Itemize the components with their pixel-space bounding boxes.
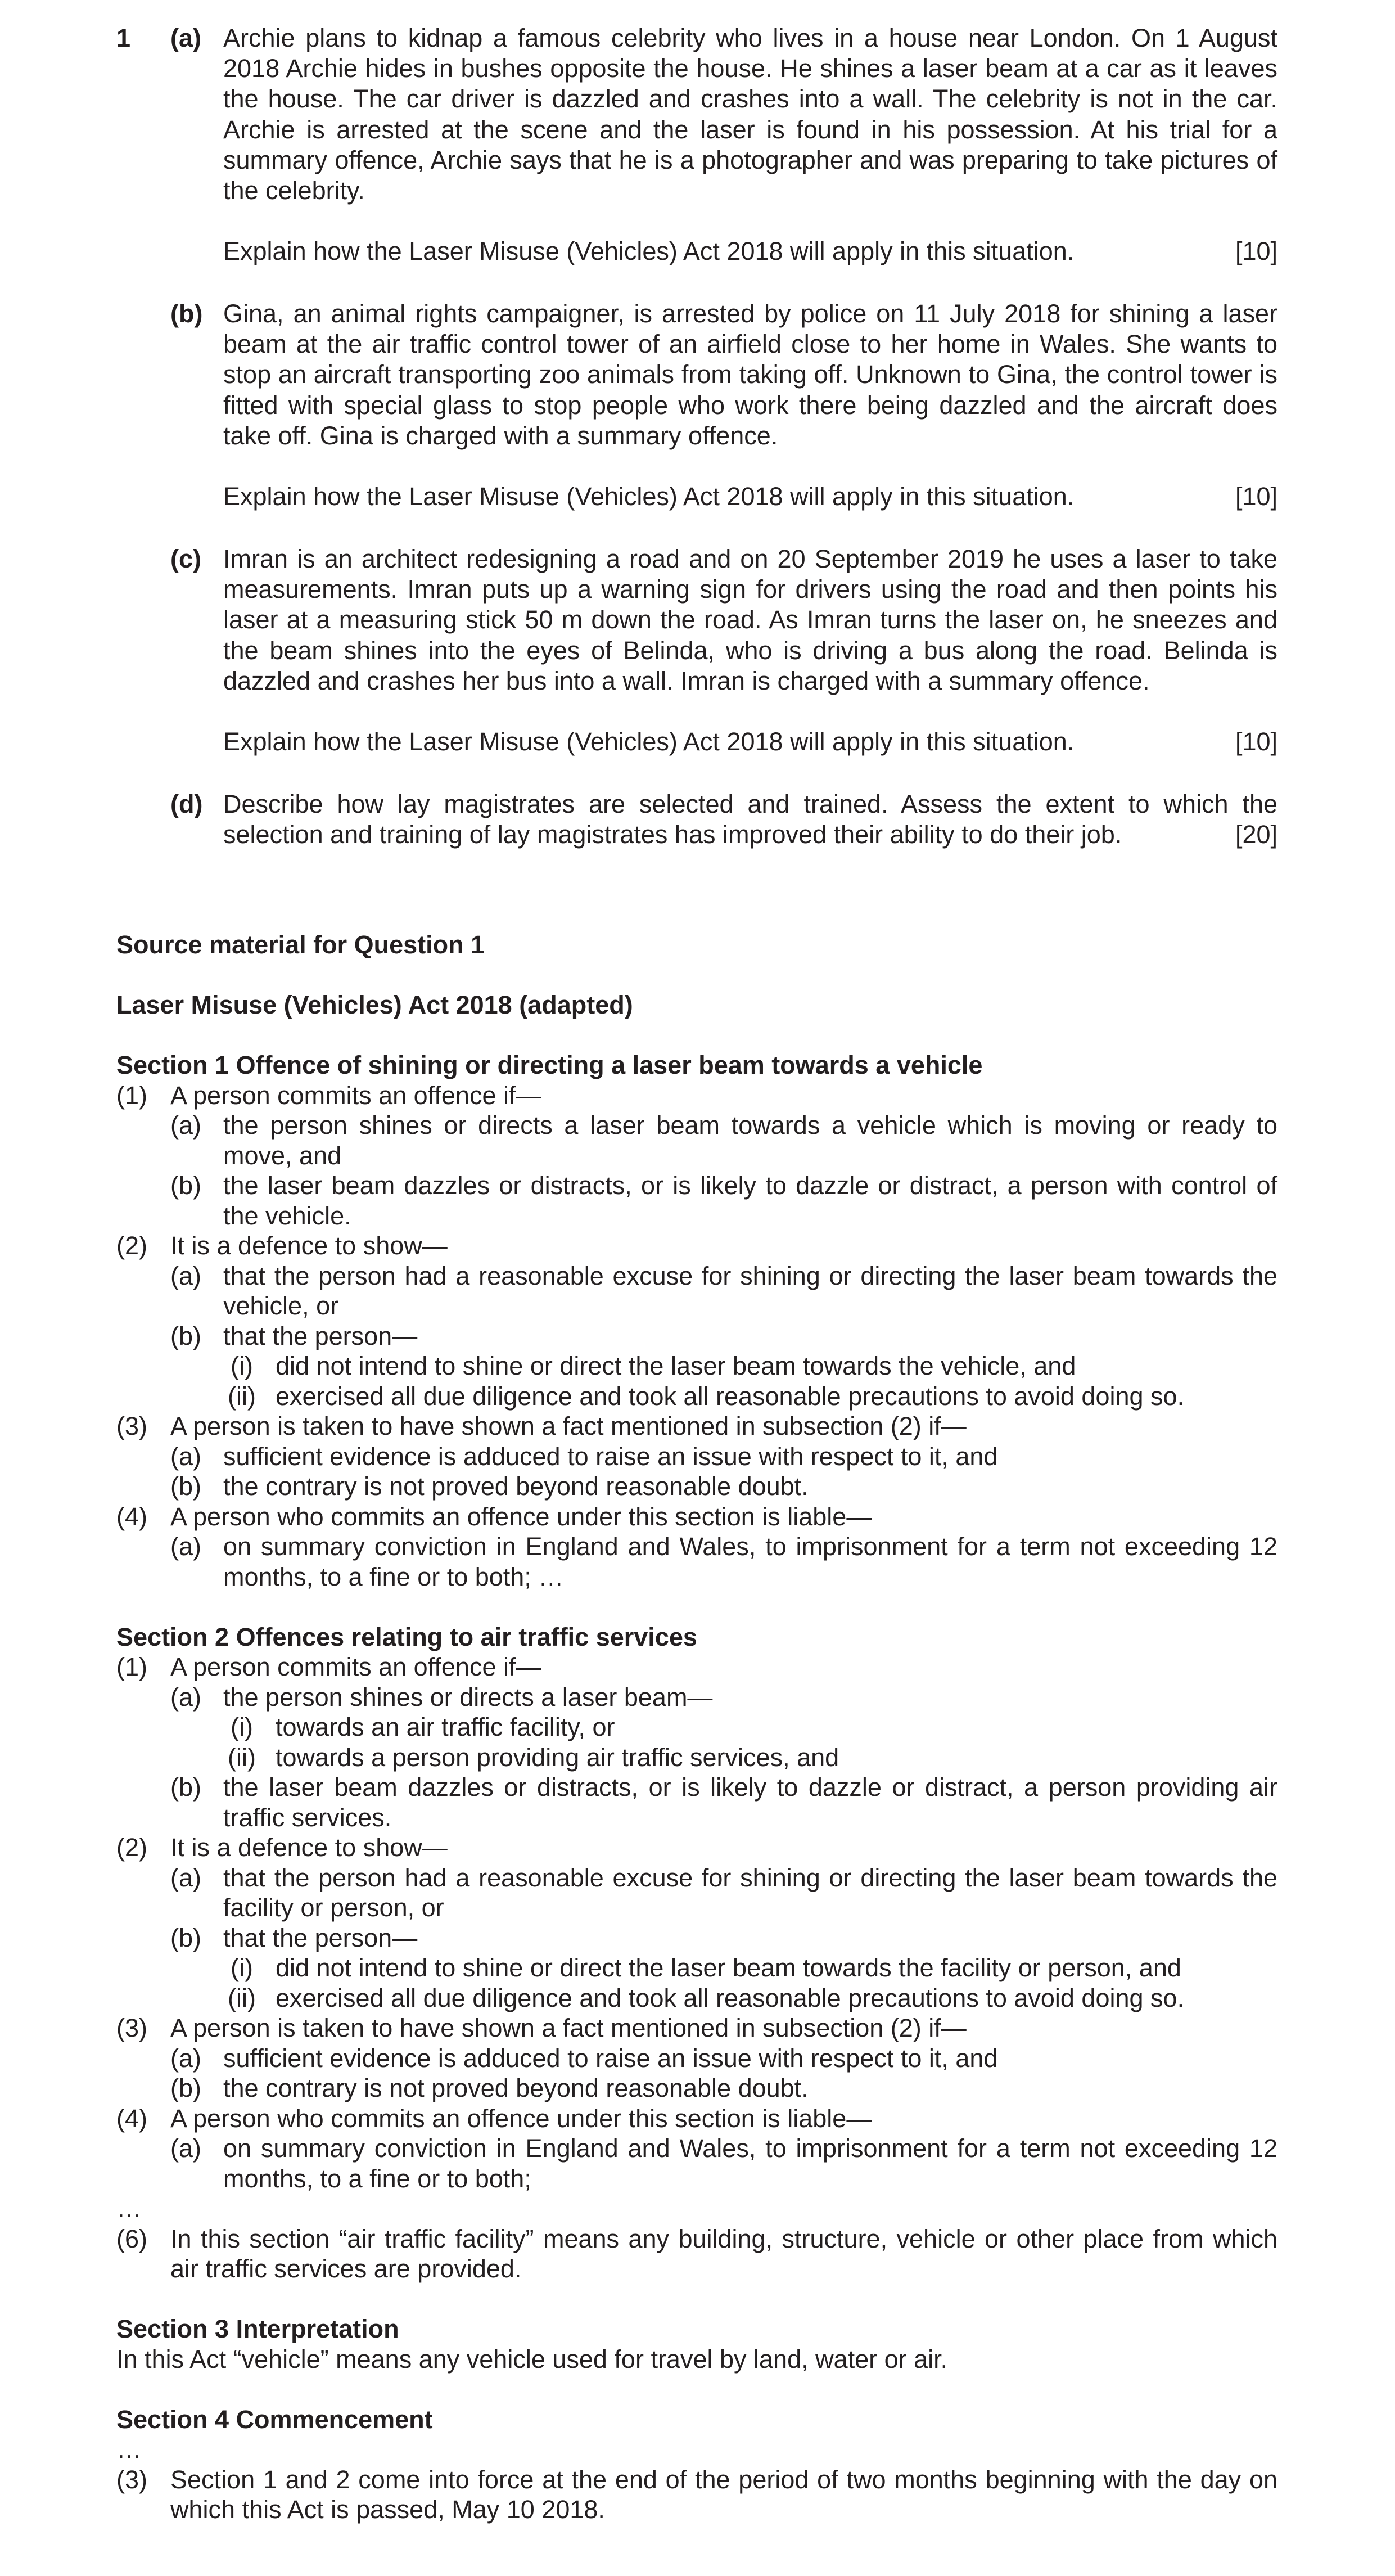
item-text: that the person— bbox=[223, 1923, 418, 1952]
part-text: Gina, an animal rights campaigner, is arrested by police on 11 July 2018 for shining a laser beam at the air traffic control tower of an airfield close to her home in Wales. She wants to stop an aircraft transporting zoo animals from taking off. Unknown to Gina, the control tower is fitted with special glass to stop people who work there being dazzled and the aircraft does take off. Gina is charged with a summary offence. bbox=[223, 299, 1277, 450]
section-heading: Section 4 Commencement bbox=[116, 2404, 433, 2434]
item-number: (1) bbox=[116, 1080, 147, 1110]
para-3b bbox=[116, 1471, 1277, 1502]
item-number: (i) bbox=[231, 1352, 253, 1380]
para-3b bbox=[116, 2073, 1277, 2104]
item-number: (3) bbox=[116, 1412, 147, 1440]
explain-text: Explain how the Laser Misuse (Vehicles) Act 2018 will apply in this situation. bbox=[223, 237, 1075, 266]
subpara-2bii bbox=[116, 1381, 1277, 1412]
subpara-2bi bbox=[116, 1953, 1277, 1983]
para-2b bbox=[116, 1321, 1277, 1352]
item-text: It is a defence to show— bbox=[170, 1833, 448, 1862]
part-text-line bbox=[223, 819, 1277, 850]
item-text: the contrary is not proved beyond reasonable doubt. bbox=[223, 2074, 809, 2102]
subpara-1aii bbox=[116, 1742, 1277, 1773]
explain-text: Explain how the Laser Misuse (Vehicles) Act 2018 will apply in this situation. bbox=[223, 482, 1075, 511]
subsection-4 bbox=[116, 2104, 1277, 2134]
item-number: (i) bbox=[231, 1953, 253, 1982]
subsection-6 bbox=[116, 2224, 1277, 2284]
para-1b bbox=[116, 1772, 1277, 1832]
question-number: 1 bbox=[116, 24, 131, 52]
item-text: did not intend to shine or direct the laser beam towards the vehicle, and bbox=[276, 1352, 1076, 1380]
act-title: Laser Misuse (Vehicles) Act 2018 (adapted) bbox=[116, 990, 633, 1019]
subsection-2 bbox=[116, 1832, 1277, 1863]
subsection-3 bbox=[116, 2465, 1277, 2525]
para-2b bbox=[116, 1923, 1277, 1953]
part-label: (b) bbox=[170, 299, 203, 328]
explain-text: Explain how the Laser Misuse (Vehicles) Act 2018 will apply in this situation. bbox=[223, 727, 1075, 756]
section-heading: Section 2 Offences relating to air traffic services bbox=[116, 1622, 697, 1651]
item-text: the laser beam dazzles or distracts, or is likely to dazzle or distract, a person with control of the vehicle. bbox=[223, 1171, 1277, 1230]
item-number: (b) bbox=[170, 2074, 201, 2102]
item-number: (a) bbox=[170, 2043, 201, 2073]
item-number: (ii) bbox=[228, 1742, 256, 1772]
item-number: (a) bbox=[170, 1442, 201, 1471]
marks: [10] bbox=[1235, 237, 1277, 266]
item-number: (a) bbox=[170, 2134, 201, 2163]
section-heading: Section 3 Interpretation bbox=[116, 2314, 399, 2343]
item-number: (6) bbox=[116, 2224, 147, 2253]
part-a bbox=[116, 23, 1277, 267]
item-number: (b) bbox=[170, 1923, 201, 1952]
subsection-1 bbox=[116, 1652, 1277, 1682]
item-number: (a) bbox=[170, 1863, 201, 1892]
para-1a bbox=[116, 1110, 1277, 1170]
para-2a bbox=[116, 1863, 1277, 1923]
subsection-4 bbox=[116, 1502, 1277, 1532]
item-text: A person is taken to have shown a fact mentioned in subsection (2) if— bbox=[170, 1412, 967, 1440]
item-text: A person who commits an offence under this section is liable— bbox=[170, 2104, 872, 2133]
item-number: (b) bbox=[170, 1171, 201, 1200]
part-text: Archie plans to kidnap a famous celebrity who lives in a house near London. On 1 August 2018 Archie hides in bushes opposite the house. He shines a laser beam at a car as it leaves the house. The car driver is dazzled and crashes into a wall. The celebrity is not in the car. Archie is arrested at the scene and the laser is found in his possession. At his trial for a summary offence, Archie says that he is a photographer and was preparing to take pictures of the celebrity. bbox=[223, 24, 1277, 205]
item-text: that the person had a reasonable excuse for shining or directing the laser beam towards the facility or person, or bbox=[223, 1863, 1277, 1922]
item-text: exercised all due diligence and took all reasonable precautions to avoid doing so. bbox=[276, 1983, 1185, 2012]
part-text: Imran is an architect redesigning a road and on 20 September 2019 he uses a laser to take measurements. Imran puts up a warning sign for drivers using the road and then points his laser at a measuring stick 50 m down the road. As Imran turns the laser on, he sneezes and the beam shines into the eyes of Belinda, who is driving a bus along the road. Belinda is dazzled and crashes her bus into a wall. Imran is charged with a summary offence. bbox=[223, 544, 1277, 695]
subpara-1ai bbox=[116, 1712, 1277, 1742]
part-b bbox=[116, 299, 1277, 512]
section-1 bbox=[116, 1050, 1277, 1592]
item-text: that the person— bbox=[223, 1321, 418, 1350]
section-text: In this Act “vehicle” means any vehicle used for travel by land, water or air. bbox=[116, 2344, 948, 2374]
part-text bbox=[223, 789, 1277, 850]
para-4a bbox=[116, 1532, 1277, 1592]
part-label: (d) bbox=[170, 790, 203, 818]
item-text: towards an air traffic facility, or bbox=[276, 1713, 615, 1741]
section-2 bbox=[116, 1622, 1277, 2284]
source-heading: Source material for Question 1 bbox=[116, 930, 485, 959]
item-text: the contrary is not proved beyond reasonable doubt. bbox=[223, 1472, 809, 1501]
item-number: (b) bbox=[170, 1773, 201, 1802]
subpara-2bii bbox=[116, 1983, 1277, 2014]
part-text-line: Describe how lay magistrates are selected and trained. Assess the extent to which the bbox=[223, 790, 1277, 818]
subsection-2 bbox=[116, 1231, 1277, 1261]
para-1b bbox=[116, 1170, 1277, 1231]
item-text: the laser beam dazzles or distracts, or is likely to dazzle or distract, a person providing air traffic services. bbox=[223, 1773, 1277, 1832]
para-4a bbox=[116, 2133, 1277, 2194]
item-number: (4) bbox=[116, 2104, 147, 2133]
part-label: (c) bbox=[170, 544, 201, 573]
item-number: (b) bbox=[170, 1321, 201, 1350]
item-number: (b) bbox=[170, 1472, 201, 1501]
ellipsis: … bbox=[116, 2194, 142, 2223]
item-text: A person commits an offence if— bbox=[170, 1652, 541, 1681]
item-number: (ii) bbox=[228, 1381, 256, 1411]
subsection-3 bbox=[116, 2013, 1277, 2043]
subpara-2bi bbox=[116, 1351, 1277, 1381]
subsection-3 bbox=[116, 1411, 1277, 1442]
item-text: the person shines or directs a laser beam— bbox=[223, 1682, 713, 1712]
marks: [20] bbox=[1235, 820, 1277, 849]
item-text: It is a defence to show— bbox=[170, 1231, 448, 1260]
marks: [10] bbox=[1235, 482, 1277, 511]
source-material bbox=[116, 930, 1277, 2525]
part-text-line-2: selection and training of lay magistrates has improved their ability to do their job. bbox=[223, 820, 1122, 849]
para-1a bbox=[116, 1682, 1277, 1713]
part-d bbox=[116, 789, 1277, 850]
item-number: (3) bbox=[116, 2014, 147, 2042]
item-text: sufficient evidence is adduced to raise an issue with respect to it, and bbox=[223, 1442, 998, 1471]
section-4 bbox=[116, 2404, 1277, 2525]
para-3a bbox=[116, 1442, 1277, 1472]
item-number: (3) bbox=[116, 2465, 147, 2494]
item-text: A person who commits an offence under this section is liable— bbox=[170, 1502, 872, 1531]
part-label: (a) bbox=[170, 24, 201, 52]
ellipsis: … bbox=[116, 2435, 142, 2464]
item-number: (a) bbox=[170, 1682, 201, 1712]
marks: [10] bbox=[1235, 727, 1277, 756]
item-text: on summary conviction in England and Wales, to imprisonment for a term not exceeding 12 months, to a fine or to both; bbox=[223, 2134, 1277, 2193]
part-c bbox=[116, 544, 1277, 757]
explain-instruction bbox=[223, 481, 1277, 512]
item-text: Section 1 and 2 come into force at the end of the period of two months beginning with the day on which this Act is passed, May 10 2018. bbox=[170, 2465, 1277, 2524]
item-number: (2) bbox=[116, 1833, 147, 1862]
item-number: (a) bbox=[170, 1261, 201, 1290]
item-number: (ii) bbox=[228, 1983, 256, 2012]
explain-instruction bbox=[223, 727, 1277, 757]
explain-instruction bbox=[223, 236, 1277, 267]
item-text: sufficient evidence is adduced to raise an issue with respect to it, and bbox=[223, 2043, 998, 2073]
section-heading: Section 1 Offence of shining or directing a laser beam towards a vehicle bbox=[116, 1051, 983, 1079]
para-2a bbox=[116, 1261, 1277, 1321]
subsection-1 bbox=[116, 1080, 1277, 1111]
item-number: (a) bbox=[170, 1532, 201, 1561]
item-number: (i) bbox=[231, 1713, 253, 1741]
item-text: exercised all due diligence and took all reasonable precautions to avoid doing so. bbox=[276, 1381, 1185, 1411]
item-text: the person shines or directs a laser beam towards a vehicle which is moving or ready to move, and bbox=[223, 1111, 1277, 1170]
item-text: In this section “air traffic facility” means any building, structure, vehicle or other place from which air traffic services are provided. bbox=[170, 2224, 1277, 2283]
item-number: (a) bbox=[170, 1111, 201, 1140]
item-text: that the person had a reasonable excuse for shining or directing the laser beam towards the vehicle, or bbox=[223, 1261, 1277, 1320]
item-number: (2) bbox=[116, 1231, 147, 1260]
item-number: (1) bbox=[116, 1652, 147, 1681]
item-text: towards a person providing air traffic services, and bbox=[276, 1742, 839, 1772]
item-number: (4) bbox=[116, 1502, 147, 1531]
item-text: did not intend to shine or direct the laser beam towards the facility or person, and bbox=[276, 1953, 1181, 1982]
item-text: on summary conviction in England and Wales, to imprisonment for a term not exceeding 12 months, to a fine or to both; … bbox=[223, 1532, 1277, 1591]
para-3a bbox=[116, 2043, 1277, 2074]
section-3 bbox=[116, 2314, 1277, 2374]
item-text: A person commits an offence if— bbox=[170, 1080, 541, 1110]
item-text: A person is taken to have shown a fact mentioned in subsection (2) if— bbox=[170, 2014, 967, 2042]
